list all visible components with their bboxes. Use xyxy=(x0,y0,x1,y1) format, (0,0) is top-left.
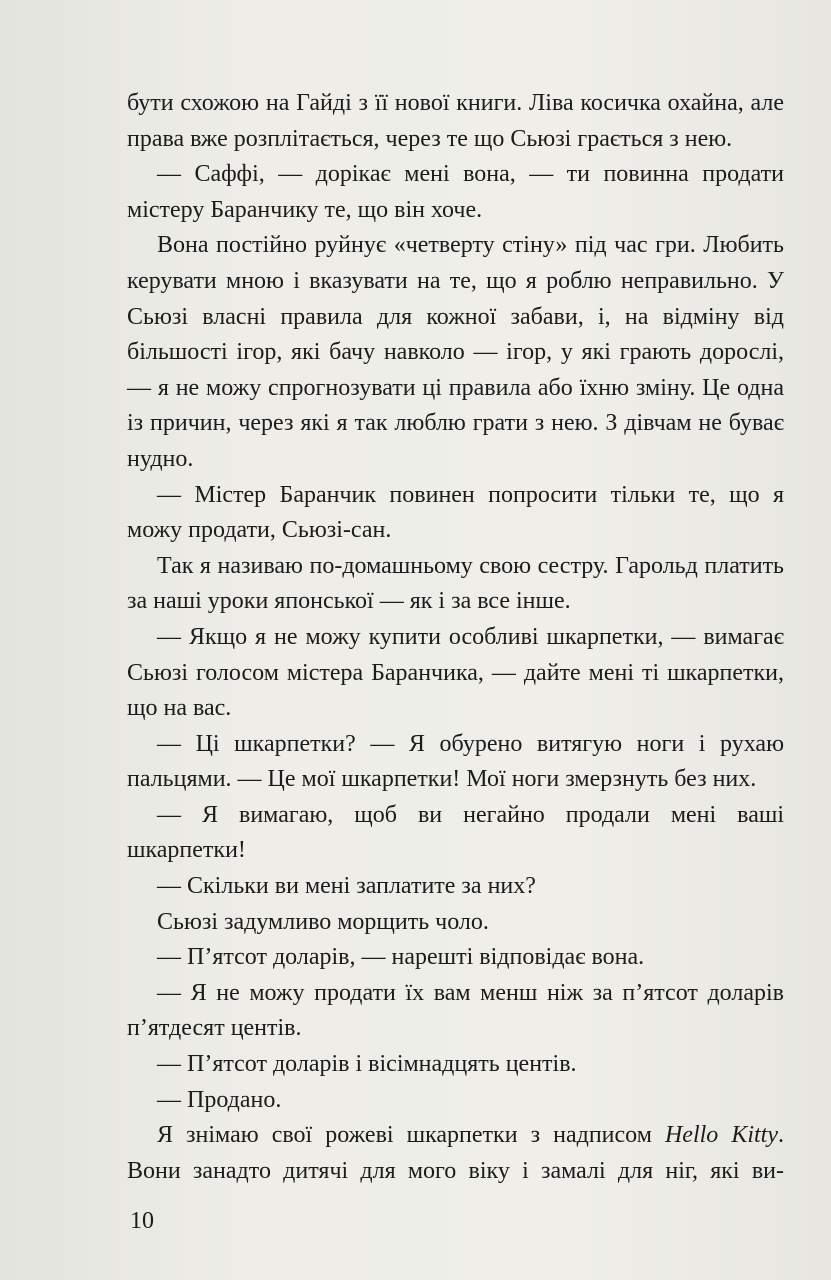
last-paragraph-end: . Вони занадто дитячі для мого віку і замалі для ніг, які ви- xyxy=(127,1122,785,1184)
body-text xyxy=(127,86,784,1189)
paragraph-continuation: бути схожою на Гайді з її нової книги. Ліва косичка охайна, але права вже розплітається, через те що Сьюзі грається з нею. xyxy=(127,90,784,152)
last-paragraph-start: Я знімаю свої рожеві шкарпетки з надписом xyxy=(157,1122,665,1149)
paragraph: — П’ятсот доларів і вісімнадцять центів. xyxy=(157,1051,577,1078)
page-number: 10 xyxy=(130,1208,154,1234)
paragraph: — Саффі, — дорікає мені вона, — ти повинна продати містеру Баранчику те, що він хоче. xyxy=(127,161,784,223)
paragraph: — Я вимагаю, щоб ви негайно продали мені ваші шкарпетки! xyxy=(127,801,784,864)
paragraph: Вона постійно руйнує «четверту стіну» під час гри. Любить керувати мною і вказувати на те, що я роблю неправильно. У Сьюзі власні правила для кожної забави, і, на відміну від більшості ігор, які бачу навколо — ігор, у які грають дорослі, — я не можу спрогнозувати ці правила або їхню зміну. Це одна із причин, через які я так люблю грати з нею. З дівчам не буває нудно. xyxy=(127,232,784,472)
paragraph: — Ці шкарпетки? — Я обурено витягую ноги і рухаю пальцями. — Це мої шкарпетки! Мої ноги змерзнуть без них. xyxy=(127,730,784,793)
paragraph: — Містер Баранчик повинен попросити тільки те, що я можу продати, Сьюзі-сан. xyxy=(127,481,784,544)
paragraph: — Якщо я не можу купити особливі шкарпетки, — вимагає Сьюзі голосом містера Баранчика, — дайте мені ті шкарпетки, що на вас. xyxy=(127,623,784,722)
paragraph: — Я не можу продати їх вам менш ніж за п’ятсот доларів п’ятдесят центів. xyxy=(127,979,784,1042)
paragraph: — Продано. xyxy=(157,1086,282,1113)
paragraph: — П’ятсот доларів, — нарешті відповідає вона. xyxy=(157,944,645,971)
brand-name-italic: Hello Kitty xyxy=(664,1122,779,1149)
paragraph: Так я називаю по-домашньому свою сестру. Гарольд платить за наші уроки японської — як і за все інше. xyxy=(127,552,784,615)
paragraph: Сьюзі задумливо морщить чоло. xyxy=(157,908,489,935)
paragraph: — Скільки ви мені заплатите за них? xyxy=(157,873,536,900)
paragraph-last xyxy=(127,1118,784,1189)
